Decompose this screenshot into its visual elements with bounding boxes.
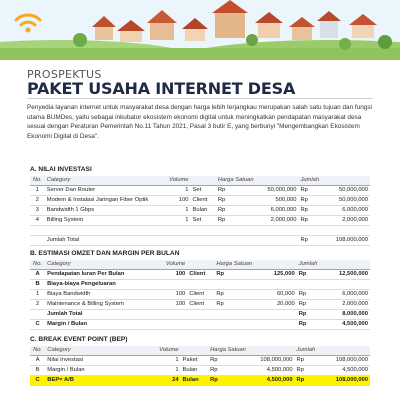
table-cell	[191, 226, 216, 236]
table-cell: Volume	[152, 346, 180, 356]
table-cell: 3	[30, 206, 45, 216]
table-cell: Rp	[298, 206, 321, 216]
table-cell	[30, 226, 45, 236]
table-cell: 4,500,000	[248, 376, 295, 386]
table-cell: Billing System	[45, 216, 164, 226]
table-cell	[187, 320, 214, 330]
table-cell: Biaya-biaya Pengeluaran	[45, 280, 159, 290]
table-row	[30, 196, 370, 206]
table-cell: 100	[159, 270, 187, 280]
table-cell: B	[30, 280, 45, 290]
table-cell: Client	[187, 270, 214, 280]
table-cell: 12,500,000	[319, 270, 370, 280]
table-cell	[187, 310, 214, 320]
table-cell: 8,000,000	[319, 310, 370, 320]
table-row	[30, 280, 370, 290]
table-row	[30, 300, 370, 310]
table-row	[30, 366, 370, 376]
table-cell: Paket	[181, 356, 209, 366]
table-cell: 108,000,000	[317, 376, 370, 386]
table-cell: 100	[163, 196, 190, 206]
table-cell	[317, 346, 370, 356]
table-cell	[30, 310, 45, 320]
table-cell: Maintenance & Billing System	[45, 300, 159, 310]
table-cell	[248, 346, 295, 356]
table-cell	[297, 280, 320, 290]
table-cell	[214, 320, 254, 330]
table-cell: 50,000,000	[321, 196, 370, 206]
table-cell: Modem & Instalasi Jaringan Fiber Optik	[45, 196, 164, 206]
section-title-investasi: A. NILAI INVESTASI	[30, 166, 92, 173]
table-cell: 1	[163, 216, 190, 226]
table-cell: Rp	[298, 216, 321, 226]
table-cell	[159, 310, 187, 320]
header-banner	[0, 0, 400, 60]
table-cell	[187, 260, 214, 270]
table-row	[30, 216, 370, 226]
table-cell: 4,500,000	[248, 366, 295, 376]
table-cell: No.	[30, 346, 45, 356]
table-cell: Bulan	[181, 366, 209, 376]
table-cell	[254, 280, 297, 290]
table-row	[30, 236, 370, 246]
table-cell: Rp	[295, 356, 318, 366]
table-cell: Rp	[208, 376, 248, 386]
table-cell: A	[30, 356, 45, 366]
table-cell: No.	[30, 260, 45, 270]
table-cell: Biaya Bandwidth	[45, 290, 159, 300]
table-cell	[256, 176, 299, 186]
table-cell	[191, 176, 216, 186]
table-cell: Rp	[216, 196, 256, 206]
table-cell: 500,000	[256, 196, 299, 206]
table-cell	[30, 236, 45, 246]
table-cell: 100	[159, 290, 187, 300]
table-cell: 6,000,000	[321, 206, 370, 216]
table-cell	[319, 280, 370, 290]
table-cell: Set	[191, 186, 216, 196]
table-cell	[319, 260, 370, 270]
village-illustration	[0, 0, 400, 60]
table-cell: Volume	[159, 260, 187, 270]
table-cell: C	[30, 376, 45, 386]
table-cell	[254, 320, 297, 330]
table-cell: 1	[163, 186, 190, 196]
table-cell: 60,000	[254, 290, 297, 300]
document-kicker: PROSPEKTUS	[27, 68, 102, 81]
table-cell	[256, 236, 299, 246]
table-cell: 2,000,000	[256, 216, 299, 226]
table-cell: Rp	[214, 290, 254, 300]
table-cell: Harga Satuan	[208, 346, 248, 356]
table-row	[30, 270, 370, 280]
table-header-row	[30, 176, 370, 186]
table-cell: Jumlah	[295, 346, 318, 356]
table-cell	[254, 260, 297, 270]
table-cell: Rp	[208, 356, 248, 366]
table-cell: Rp	[216, 206, 256, 216]
table-cell: Rp	[297, 270, 320, 280]
table-cell: 6,000,000	[319, 290, 370, 300]
table-row	[30, 310, 370, 320]
table-cell	[163, 236, 190, 246]
table-cell: Rp	[297, 290, 320, 300]
table-cell: 2	[30, 196, 45, 206]
table-cell	[216, 236, 256, 246]
table-cell	[163, 226, 190, 236]
wifi-icon	[14, 12, 42, 34]
table-header-row	[30, 346, 370, 356]
table-cell: 4,500,000	[317, 366, 370, 376]
table-cell	[159, 320, 187, 330]
table-cell: Rp	[297, 300, 320, 310]
section-title-omzet: B. ESTIMASI OMZET DAN MARGIN PER BULAN	[30, 250, 180, 257]
table-cell	[187, 280, 214, 290]
table-cell	[298, 226, 321, 236]
table-cell: Jumlah Total	[45, 310, 159, 320]
table-cell	[181, 346, 209, 356]
table-cell: 50,000,000	[321, 186, 370, 196]
table-row	[30, 186, 370, 196]
table-bep	[30, 346, 370, 386]
table-cell: 2,000,000	[319, 300, 370, 310]
table-cell: Category	[45, 260, 159, 270]
table-cell: Pendapatan Iuran Per Bulan	[45, 270, 159, 280]
table-row	[30, 376, 370, 386]
table-cell: Rp	[298, 196, 321, 206]
table-cell	[256, 226, 299, 236]
table-cell: Rp	[216, 186, 256, 196]
table-cell: BEP= A/B	[45, 376, 152, 386]
table-cell: Set	[191, 216, 216, 226]
table-cell: Rp	[298, 236, 321, 246]
table-cell: Harga Satuan	[216, 176, 256, 186]
table-cell	[321, 226, 370, 236]
table-cell: Rp	[298, 186, 321, 196]
table-cell	[321, 176, 370, 186]
table-cell	[214, 310, 254, 320]
table-cell: Bulan	[191, 206, 216, 216]
table-row	[30, 290, 370, 300]
table-cell: 1	[152, 356, 180, 366]
table-cell: Client	[187, 300, 214, 310]
table-cell: 108,000,000	[317, 356, 370, 366]
table-cell: Jumlah Total	[45, 236, 164, 246]
table-cell	[45, 226, 164, 236]
table-cell	[191, 236, 216, 246]
table-cell: 4,500,000	[319, 320, 370, 330]
table-cell	[254, 310, 297, 320]
table-cell: Bandwidth 1 Gbps	[45, 206, 164, 216]
table-cell: 2	[30, 300, 45, 310]
intro-paragraph: Penyedia layanan internet untuk masyarakat desa dengan harga lebih terjangkau merupakan salah satu tujuan dan fungsi utama BUMDes, yaitu sebagai inkubator ekosistem ekonomi digital untuk meningkatkan pendapatan masyarakat desa sesuai dengan Peraturan Pemerintah No.11 Tahun 2021, Pasal 3 butir E, yang berbunyi "Mengembangkan Ekosistem Ekonomi Digital di Desa".	[27, 104, 372, 140]
table-cell: Rp	[297, 320, 320, 330]
table-cell: Rp	[214, 270, 254, 280]
table-cell: Rp	[295, 366, 318, 376]
document-title: PAKET USAHA INTERNET DESA	[27, 79, 296, 98]
table-omzet	[30, 260, 370, 330]
table-cell: 108,000,000	[248, 356, 295, 366]
table-cell	[159, 280, 187, 290]
table-row	[30, 226, 370, 236]
table-cell: 24	[152, 376, 180, 386]
table-header-row	[30, 260, 370, 270]
table-cell: Rp	[297, 310, 320, 320]
table-cell: Rp	[208, 366, 248, 376]
table-row	[30, 206, 370, 216]
title-divider	[27, 98, 373, 99]
table-cell: Harga Satuan	[214, 260, 254, 270]
table-cell: Client	[191, 196, 216, 206]
table-cell: Rp	[214, 300, 254, 310]
table-cell: No.	[30, 176, 45, 186]
table-cell: 20,000	[254, 300, 297, 310]
table-cell: Category	[45, 346, 152, 356]
table-cell: 108,000,000	[321, 236, 370, 246]
table-cell: Jumlah	[298, 176, 321, 186]
table-cell: 1	[163, 206, 190, 216]
table-cell: 1	[152, 366, 180, 376]
table-cell: 50,000,000	[256, 186, 299, 196]
table-row	[30, 320, 370, 330]
table-cell	[214, 280, 254, 290]
table-cell: Rp	[295, 376, 318, 386]
table-investasi	[30, 176, 370, 246]
table-cell: Volume	[163, 176, 190, 186]
table-cell: B	[30, 366, 45, 376]
table-cell: 1	[30, 290, 45, 300]
table-cell: Client	[187, 290, 214, 300]
table-cell: Margin / Bulan	[45, 366, 152, 376]
table-cell: Margin / Bulan	[45, 320, 159, 330]
table-cell: 2,000,000	[321, 216, 370, 226]
table-cell: Server Dan Router	[45, 186, 164, 196]
table-row	[30, 356, 370, 366]
table-cell: Bulan	[181, 376, 209, 386]
table-cell: Jumlah	[297, 260, 320, 270]
table-cell: Rp	[216, 216, 256, 226]
section-title-bep: C. BREAK EVENT POINT (BEP)	[30, 336, 128, 343]
table-cell: C	[30, 320, 45, 330]
table-cell: Category	[45, 176, 164, 186]
table-cell: 4	[30, 216, 45, 226]
table-cell: 100	[159, 300, 187, 310]
table-cell: A	[30, 270, 45, 280]
table-cell: 1	[30, 186, 45, 196]
table-cell	[216, 226, 256, 236]
table-cell: 125,000	[254, 270, 297, 280]
table-cell: Nilai Investasi	[45, 356, 152, 366]
table-cell: 6,000,000	[256, 206, 299, 216]
